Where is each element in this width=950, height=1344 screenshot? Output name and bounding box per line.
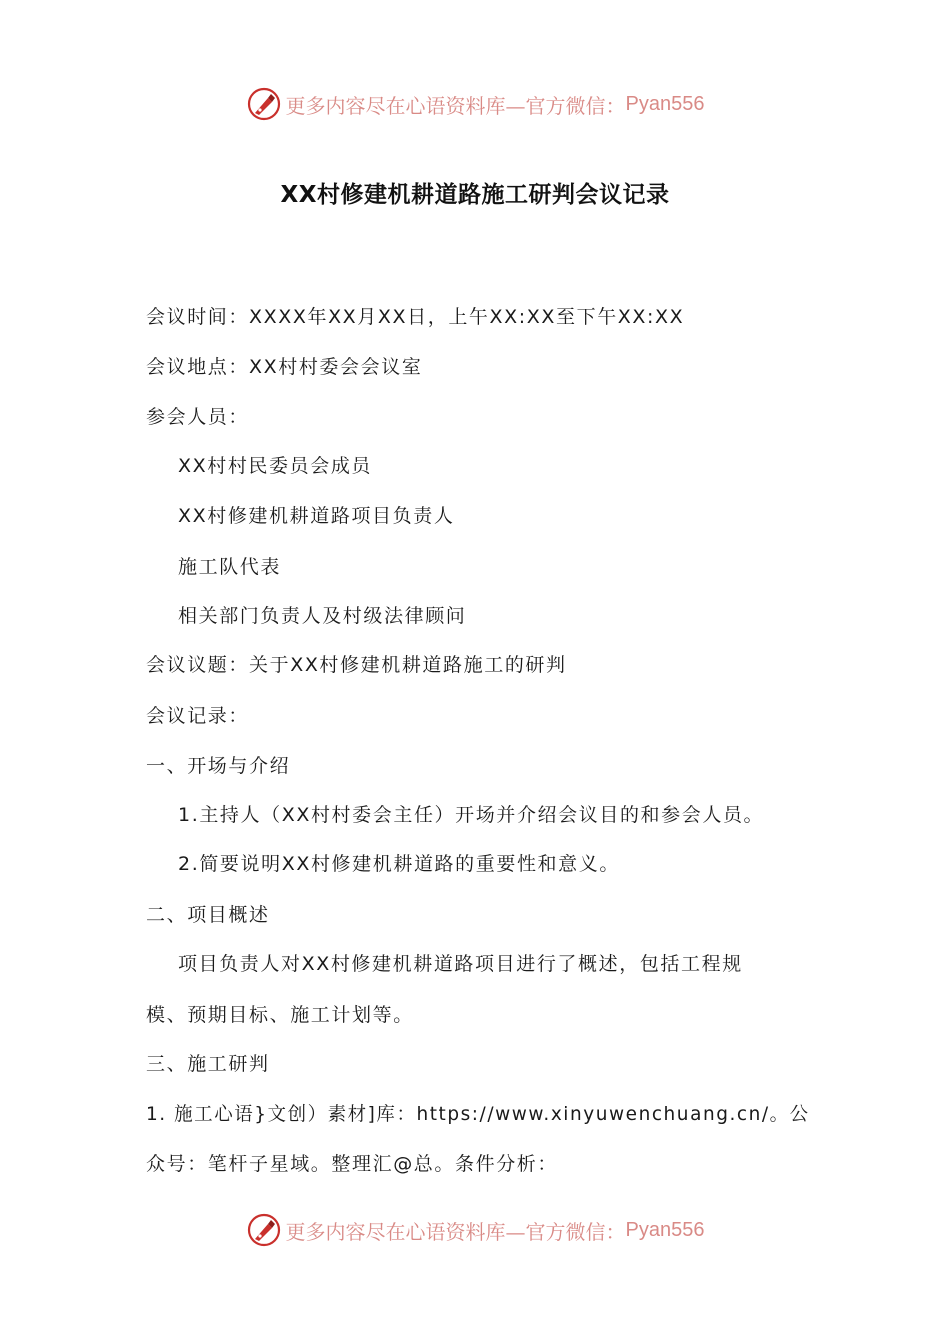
- attendee-item: 施工队代表: [178, 556, 282, 578]
- paragraph-line: 项目负责人对XX村修建机耕道路项目进行了概述，包括工程规: [178, 953, 743, 975]
- document-title: XX村修建机耕道路施工研判会议记录: [280, 182, 670, 208]
- pen-nib-circle-icon: [246, 1212, 282, 1248]
- paragraph-line: 1. 施工心语}文创）素材]库：https://www.xinyuwenchuang.cn/。公: [146, 1103, 810, 1125]
- section-heading: 三、施工研判: [146, 1053, 270, 1075]
- paragraph-line: 模、预期目标、施工计划等。: [146, 1004, 414, 1026]
- meeting-topic-line: 会议议题：关于XX村修建机耕道路施工的研判: [146, 654, 567, 676]
- meeting-location-line: 会议地点：XX村村委会会议室: [146, 356, 423, 378]
- watermark-wechat-id: Pyan556: [625, 1218, 705, 1241]
- attendee-item: XX村修建机耕道路项目负责人: [178, 505, 455, 527]
- watermark-banner-top: [0, 84, 950, 124]
- list-item: 2.简要说明XX村修建机耕道路的重要性和意义。: [178, 853, 620, 875]
- list-item: 1.主持人（XX村村委会主任）开场并介绍会议目的和参会人员。: [178, 804, 765, 826]
- meeting-record-heading: 会议记录：: [146, 705, 250, 727]
- watermark-banner-bottom: [0, 1210, 950, 1250]
- attendee-item: XX村村民委员会成员: [178, 455, 373, 477]
- section-heading: 二、项目概述: [146, 904, 270, 926]
- pen-nib-circle-icon: [246, 86, 282, 122]
- watermark-text: 更多内容尽在心语资料库—官方微信：: [285, 1219, 626, 1244]
- meeting-time-line: 会议时间：XXXX年XX月XX日，上午XX:XX至下午XX:XX: [146, 306, 685, 328]
- watermark-wechat-id: Pyan556: [625, 92, 705, 115]
- watermark-text: 更多内容尽在心语资料库—官方微信：: [285, 93, 626, 118]
- attendee-item: 相关部门负责人及村级法律顾问: [178, 605, 467, 627]
- section-heading: 一、开场与介绍: [146, 755, 291, 777]
- paragraph-line: 众号：笔杆子星域。整理汇@总。条件分析：: [146, 1153, 559, 1175]
- attendees-heading: 参会人员：: [146, 406, 250, 428]
